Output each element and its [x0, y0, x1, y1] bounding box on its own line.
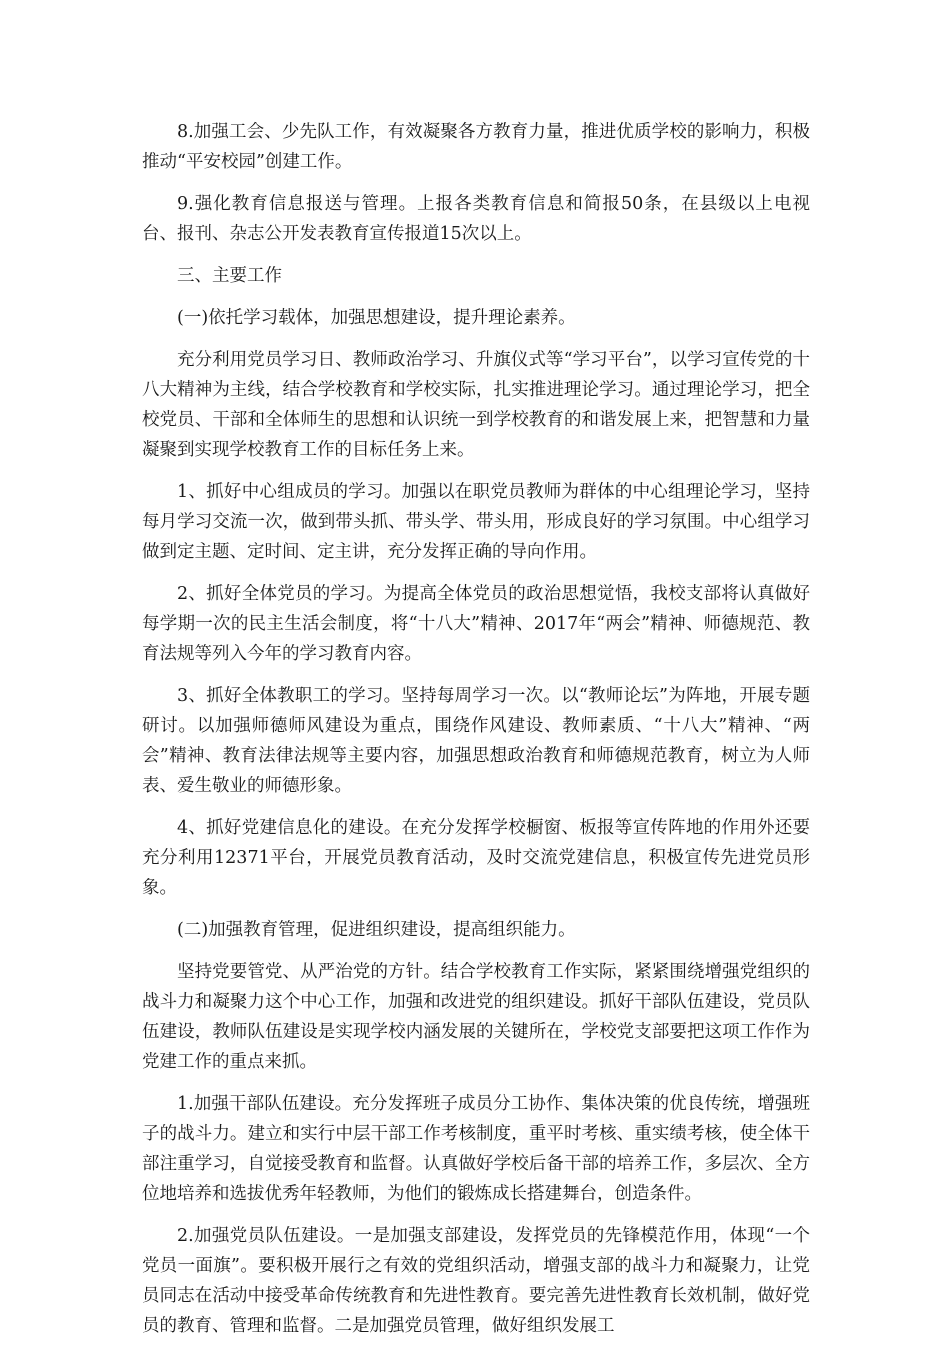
section-heading-main-work: 三、主要工作	[177, 266, 282, 286]
paragraph-staff-study: 3、抓好全体教职工的学习。坚持每周学习一次。以“教师论坛”为阵地，开展专题研讨。以加强师德师风建设为重点，围绕作风建设、教师素质、“十八大”精神、“两会”精神、教育法律法规等主要内容，加强思想政治教育和师德规范教育，树立为人师表、爱生敬业的师德形象。	[142, 686, 810, 796]
paragraph-item-8: 8.加强工会、少先队工作，有效凝聚各方教育力量，推进优质学校的影响力，积极推动“平安校园”创建工作。	[142, 122, 810, 172]
subsection-heading-2: (二)加强教育管理，促进组织建设，提高组织能力。	[177, 920, 576, 940]
paragraph-party-discipline: 坚持党要管党、从严治党的方针。结合学校教育工作实际，紧紧围绕增强党组织的战斗力和凝聚力这个中心工作，加强和改进党的组织建设。抓好干部队伍建设，党员队伍建设，教师队伍建设是实现学校内涵发展的关键所在，学校党支部要把这项工作作为党建工作的重点来抓。	[142, 962, 810, 1072]
paragraph-study-platform: 充分利用党员学习日、教师政治学习、升旗仪式等“学习平台”，以学习宣传党的十八大精神为主线，结合学校教育和学校实际，扎实推进理论学习。通过理论学习，把全校党员、干部和全体师生的思想和认识统一到学校教育的和谐发展上来，把智慧和力量凝聚到实现学校教育工作的目标任务上来。	[142, 350, 810, 460]
subsection-heading-1: (一)依托学习载体，加强思想建设，提升理论素养。	[177, 308, 576, 328]
paragraph-member-team: 2.加强党员队伍建设。一是加强支部建设，发挥党员的先锋模范作用，体现“一个党员一面旗”。要积极开展行之有效的党组织活动，增强支部的战斗力和凝聚力，让党员同志在活动中接受革命传统教育和先进性教育。要完善先进性教育长效机制，做好党员的教育、管理和监督。二是加强党员管理，做好组织发展工	[142, 1226, 810, 1336]
paragraph-central-group: 1、抓好中心组成员的学习。加强以在职党员教师为群体的中心组理论学习，坚持每月学习交流一次，做到带头抓、带头学、带头用，形成良好的学习氛围。中心组学习做到定主题、定时间、定主讲，充分发挥正确的导向作用。	[142, 482, 810, 562]
paragraph-party-members: 2、抓好全体党员的学习。为提高全体党员的政治思想觉悟，我校支部将认真做好每学期一次的民主生活会制度，将“十八大”精神、2017年“两会”精神、师德规范、教育法规等列入今年的学习教育内容。	[142, 584, 810, 664]
paragraph-informatization: 4、抓好党建信息化的建设。在充分发挥学校橱窗、板报等宣传阵地的作用外还要充分利用12371平台，开展党员教育活动，及时交流党建信息，积极宣传先进党员形象。	[142, 818, 810, 898]
paragraph-cadre-team: 1.加强干部队伍建设。充分发挥班子成员分工协作、集体决策的优良传统，增强班子的战斗力。建立和实行中层干部工作考核制度，重平时考核、重实绩考核，使全体干部注重学习，自觉接受教育和监督。认真做好学校后备干部的培养工作，多层次、全方位地培养和选拔优秀年轻教师，为他们的锻炼成长搭建舞台，创造条件。	[142, 1094, 810, 1204]
paragraph-item-9: 9.强化教育信息报送与管理。上报各类教育信息和简报50条，在县级以上电视台、报刊、杂志公开发表教育宣传报道15次以上。	[142, 194, 810, 244]
document-body	[142, 117, 810, 1353]
